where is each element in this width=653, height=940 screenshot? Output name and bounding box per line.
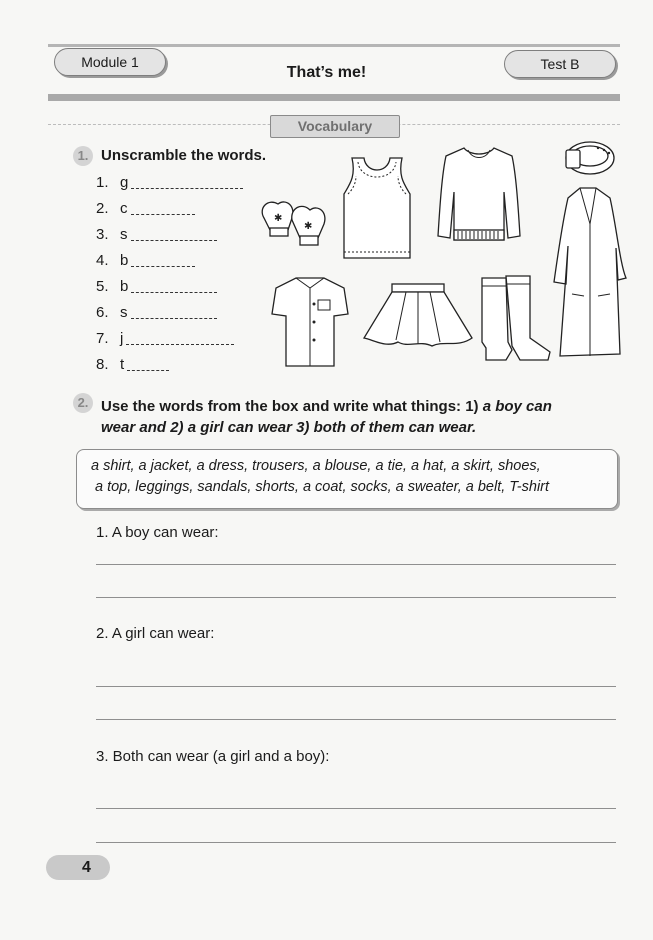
unscramble-item[interactable]: 8. t xyxy=(96,354,169,376)
boots-icon xyxy=(476,272,554,364)
question-boy: 1. A boy can wear: xyxy=(96,524,219,541)
exercise-1-instruction: Unscramble the words. xyxy=(101,147,267,164)
top-rule xyxy=(48,44,620,47)
question-girl: 2. A girl can wear: xyxy=(96,625,215,642)
answer-line[interactable] xyxy=(96,842,616,843)
word-box-line: a shirt, a jacket, a dress, trousers, a blouse, a tie, a hat, a skirt, shoes, xyxy=(91,458,541,474)
page-title: That’s me! xyxy=(286,64,367,81)
answer-line[interactable] xyxy=(96,564,616,565)
unscramble-item[interactable]: 2. c xyxy=(96,198,195,220)
exercise-2-number: 2. xyxy=(73,393,93,413)
svg-text:✱: ✱ xyxy=(304,221,313,232)
shirt-icon xyxy=(270,274,350,372)
mittens-icon xyxy=(256,194,332,254)
section-label: Vocabulary xyxy=(270,115,400,138)
answer-line[interactable] xyxy=(96,597,616,598)
unscramble-item[interactable]: 3. s xyxy=(96,224,217,246)
header-band xyxy=(48,94,620,101)
unscramble-item[interactable]: 4. b xyxy=(96,250,195,272)
page-number: 4 xyxy=(46,855,110,880)
belt-icon xyxy=(560,136,626,184)
module-badge: Module 1 xyxy=(54,48,166,76)
sweater-icon xyxy=(436,144,522,246)
question-both: 3. Both can wear (a girl and a boy): xyxy=(96,748,330,765)
tank-top-icon xyxy=(338,154,416,264)
exercise-2-instruction: Use the words from the box and write what things: 1) a boy can wear and 2) a girl can wear 3) both of them can wear. xyxy=(101,398,552,436)
word-box xyxy=(76,449,618,509)
answer-line[interactable] xyxy=(96,719,616,720)
exercise-1-number: 1. xyxy=(73,146,93,166)
answer-line[interactable] xyxy=(96,808,616,809)
unscramble-item[interactable]: 7. j xyxy=(96,328,234,350)
answer-line[interactable] xyxy=(96,686,616,687)
skirt-icon xyxy=(362,282,474,352)
test-badge: Test B xyxy=(504,50,616,78)
word-box-line: a top, leggings, sandals, shorts, a coat, socks, a sweater, a belt, T-shirt xyxy=(95,479,550,495)
coat-icon xyxy=(550,184,630,364)
unscramble-item[interactable]: 5. b xyxy=(96,276,217,298)
svg-text:✱: ✱ xyxy=(274,213,283,224)
unscramble-item[interactable]: 6. s xyxy=(96,302,217,324)
unscramble-item[interactable]: 1. g xyxy=(96,172,243,194)
